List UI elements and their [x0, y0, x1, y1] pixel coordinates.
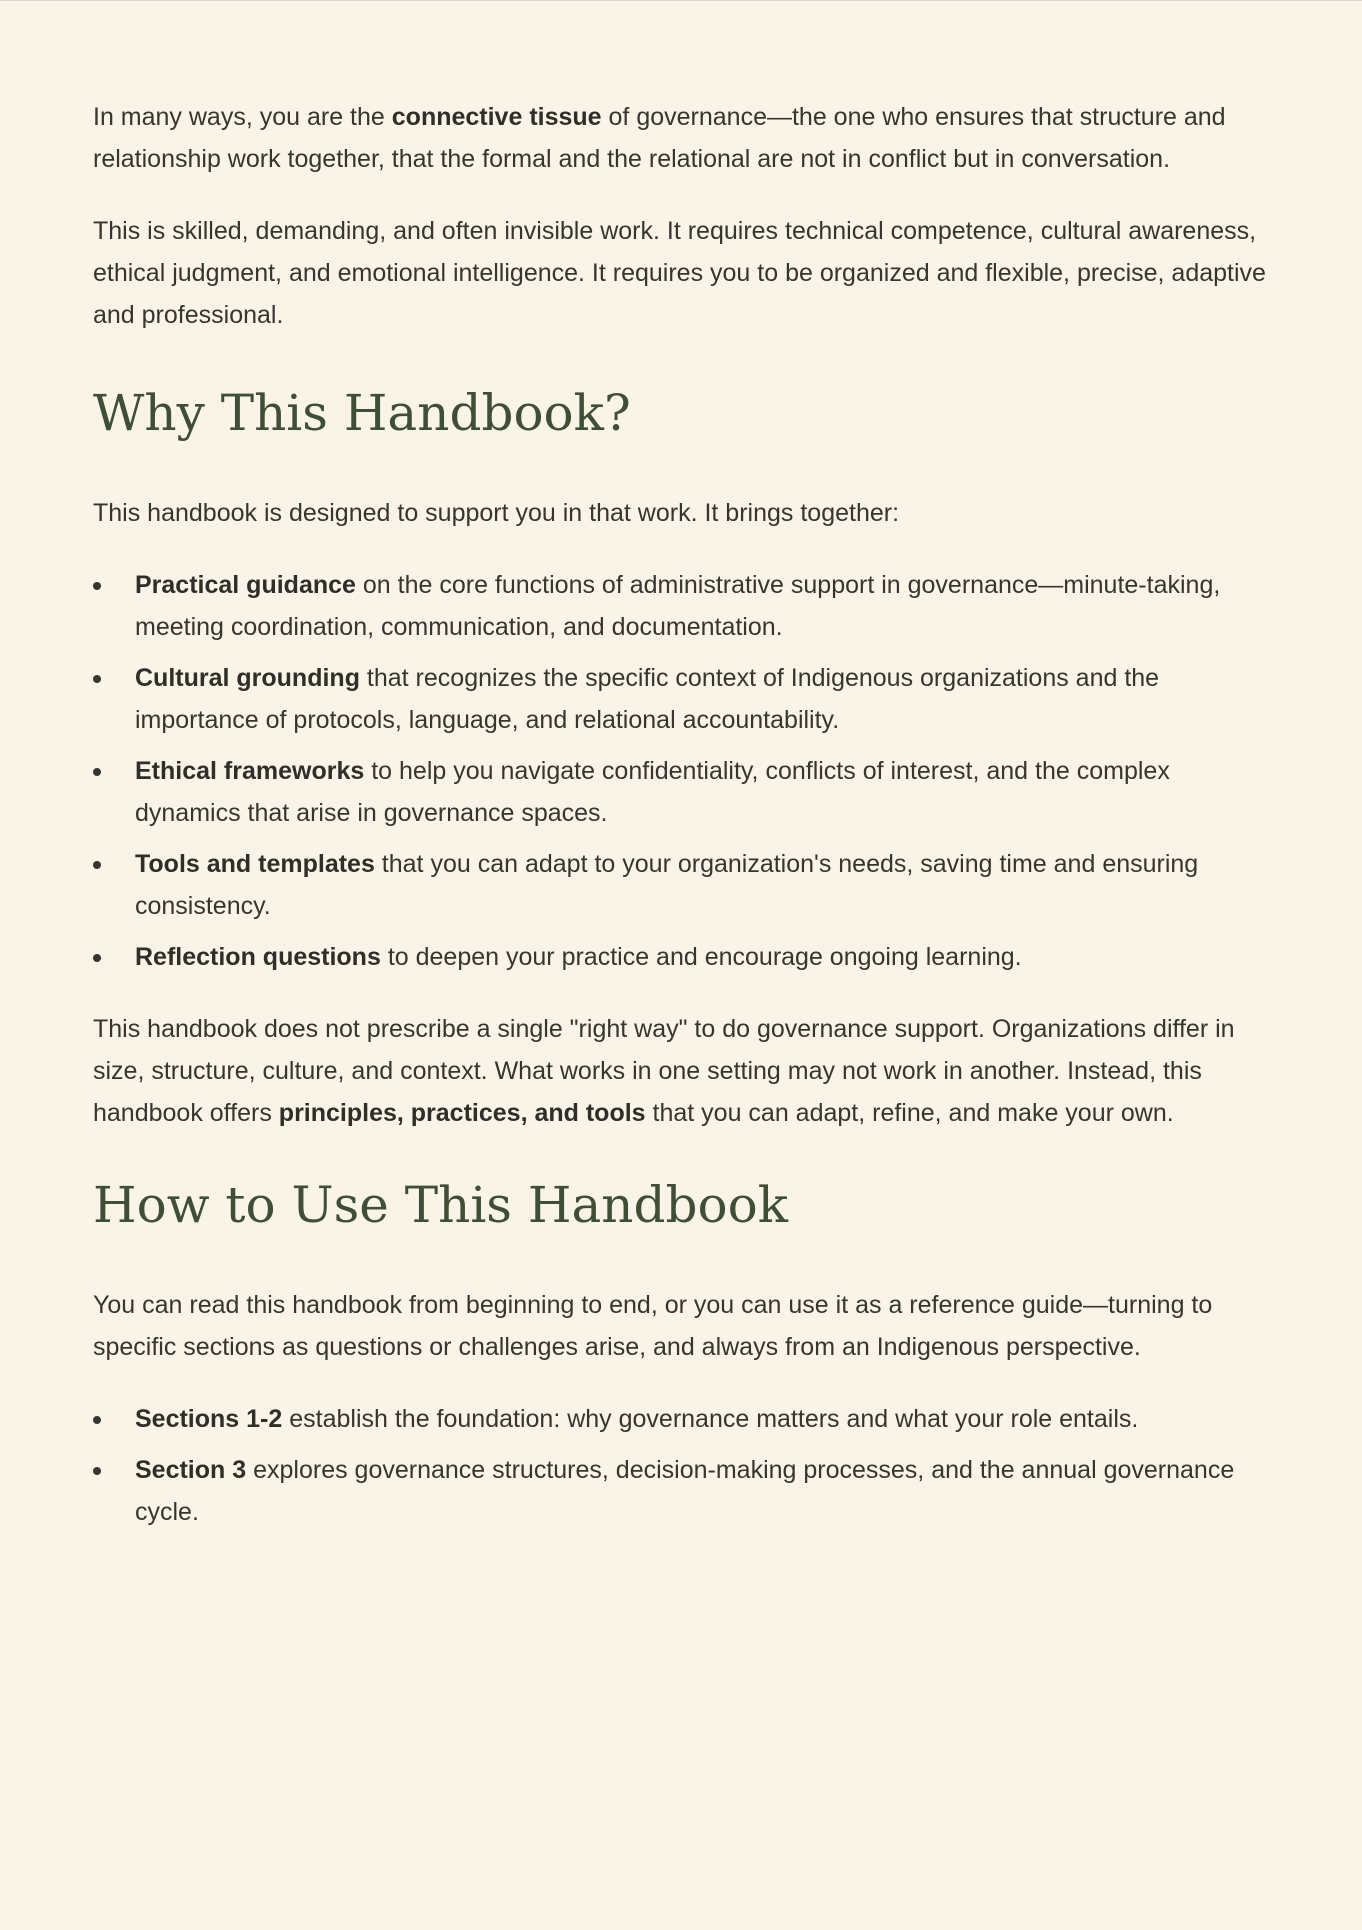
- heading-why-this-handbook: Why This Handbook?: [93, 384, 631, 442]
- document-page: [93, 96, 1273, 1563]
- how-section-list: [93, 1398, 1273, 1533]
- why-closing-bold: principles, practices, and tools: [278, 1099, 646, 1127]
- why-closing-paragraph: [93, 1008, 1273, 1134]
- bullet-icon: [93, 1467, 101, 1475]
- why-feature-list: [93, 564, 1273, 978]
- bullet-icon: [93, 954, 101, 962]
- bullet-icon: [93, 675, 101, 683]
- list-item-text: that recognizes the specific context of Indigenous organizations and the importance of protocols, language, and relational accountability.: [135, 664, 1160, 734]
- list-item-bold: Ethical frameworks: [135, 757, 365, 785]
- list-item: [93, 564, 1273, 648]
- heading-how-to-use: How to Use This Handbook: [93, 1176, 788, 1234]
- list-item-bold: Reflection questions: [135, 943, 381, 971]
- why-lead-paragraph: This handbook is designed to support you in that work. It brings together:: [93, 499, 900, 527]
- list-item-text: that you can adapt to your organization's needs, saving time and ensuring consistency.: [135, 850, 1199, 920]
- bullet-icon: [93, 768, 101, 776]
- list-item: [93, 750, 1273, 834]
- list-item-text: to deepen your practice and encourage ongoing learning.: [380, 943, 1022, 971]
- list-item-bold: Section 3: [135, 1456, 247, 1484]
- list-item: [93, 843, 1273, 927]
- how-lead-paragraph: You can read this handbook from beginning to end, or you can use it as a reference guide—turning to specific sections as questions or challenges arise, and always from an Indigenous perspective.: [93, 1291, 1213, 1361]
- intro-p1-text-end: of governance—the one who ensures that structure and relationship work together, that the formal and the relational are not in conflict but in conversation.: [93, 103, 1226, 173]
- bullet-icon: [93, 861, 101, 869]
- list-item-bold: Tools and templates: [135, 850, 375, 878]
- list-item-bold: Practical guidance: [135, 571, 356, 599]
- intro-paragraph-1: [93, 96, 1273, 180]
- list-item: [93, 657, 1273, 741]
- intro-paragraph-2: This is skilled, demanding, and often invisible work. It requires technical competence, cultural awareness, ethical judgment, and emotional intelligence. It requires you to be organized and flexible, precise, adaptive and professional.: [93, 217, 1266, 329]
- list-item: [93, 1449, 1273, 1533]
- bullet-icon: [93, 1416, 101, 1424]
- list-item-text: to help you navigate confidentiality, conflicts of interest, and the complex dynamics that arise in governance spaces.: [135, 757, 1170, 827]
- list-item-bold: Cultural grounding: [135, 664, 360, 692]
- intro-p1-bold: connective tissue: [391, 103, 602, 131]
- intro-p1-text-start: In many ways, you are the: [93, 103, 392, 131]
- list-item: [93, 936, 1273, 978]
- list-item-text: on the core functions of administrative support in governance—minute-taking, meeting coordination, communication, and documentation.: [135, 571, 1221, 641]
- list-item-text: establish the foundation: why governance matters and what your role entails.: [282, 1405, 1139, 1433]
- why-closing-text-end: that you can adapt, refine, and make your own.: [645, 1099, 1174, 1127]
- why-closing-text-start: This handbook does not prescribe a single "right way" to do governance support. Organizations differ in size, structure, culture, and context. What works in one setting may not work in another. Instead, this handbook offers: [93, 1015, 1235, 1127]
- bullet-icon: [93, 582, 101, 590]
- list-item-text: explores governance structures, decision-making processes, and the annual governance cycle.: [135, 1456, 1235, 1526]
- list-item-bold: Sections 1-2: [135, 1405, 283, 1433]
- top-divider: [0, 0, 1362, 1]
- list-item: [93, 1398, 1273, 1440]
